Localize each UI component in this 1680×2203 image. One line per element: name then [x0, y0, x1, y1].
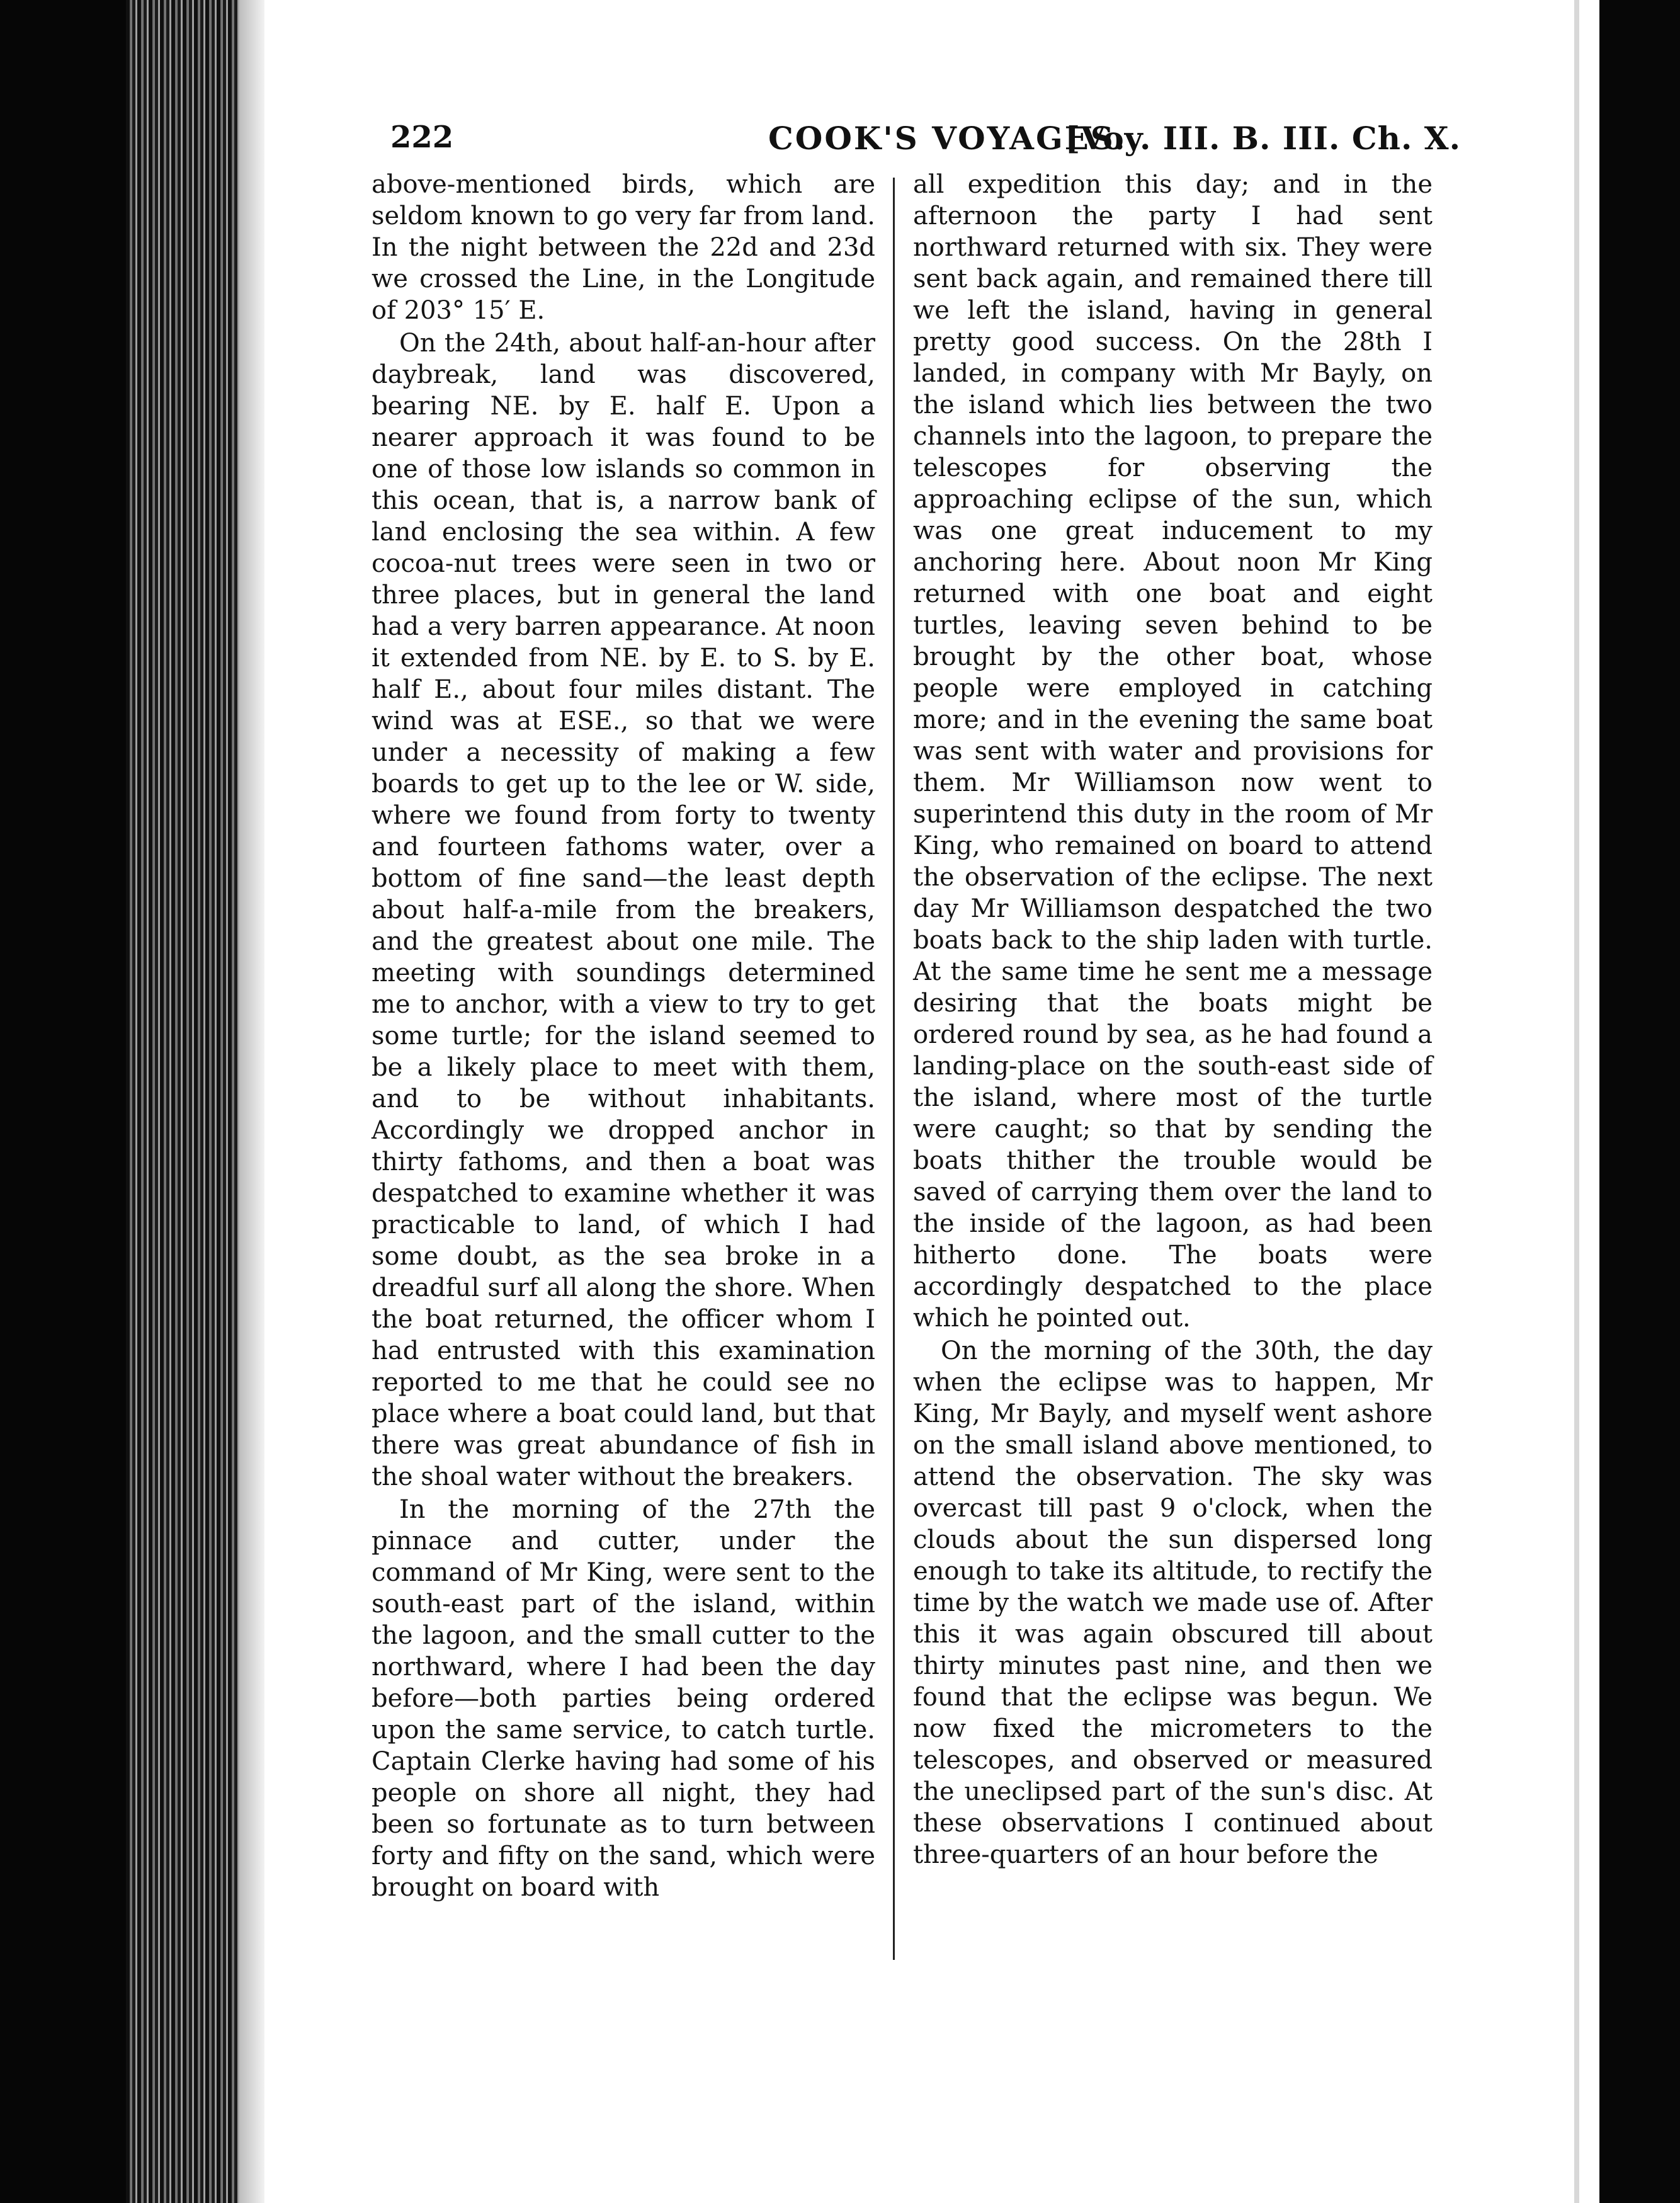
- left-column: [372, 169, 875, 1903]
- book-page-edges: [126, 0, 239, 2203]
- paragraph: On the 24th, about half-an-hour after daybreak, land was discovered, bearing NE. by E. half E. Upon a nearer approach it was found to be one of those low islands so common in this ocean, that is, a narrow bank of land enclosing the sea within. A few cocoa-nut trees were seen in two or three places, but in general the land had a very barren appearance. At noon it extended from NE. by E. to S. by E. half E., about four miles distant. The wind was at ESE., so that we were under a necessity of making a few boards to get up to the lee or W. side, where we found from forty to twenty and fourteen fathoms water, over a bottom of fine sand—the least depth about half-a-mile from the breakers, and the greatest about one mile. The meeting with soundings determined me to anchor, with a view to try to get some turtle; for the island seemed to be a likely place to meet with them, and to be without inhabitants. Accordingly we dropped anchor in thirty fathoms, and then a boat was despatched to examine whether it was practicable to land, of which I had some doubt, as the sea broke in a dreadful surf all along the shore. When the boat returned, the officer whom I had entrusted with this examination reported to me that he could see no place where a boat could land, but that there was great abundance of fish in the shoal water without the breakers.: [372, 329, 875, 1491]
- right-black-band: [1599, 0, 1680, 2203]
- running-head: [390, 120, 1461, 170]
- paragraph: all expedition this day; and in the afternoon the party I had sent northward returned with six. They were sent back again, and remained there till we left the island, having in general pretty good success. On the 28th I landed, in company with Mr Bayly, on the island which lies between the two channels into the lagoon, to prepare the telescopes for observing the approaching eclipse of the sun, which was one great inducement to my anchoring here. About noon Mr King returned with one boat and eight turtles, leaving seven behind to be brought by the other boat, whose people were employed in catching more; and in the evening the same boat was sent with water and provisions for them. Mr Williamson now went to superintend this duty in the room of Mr King, who remained on board to attend the observation of the eclipse. The next day Mr Williamson despatched the two boats back to the ship laden with turtle. At the same time he sent me a message desiring that the boats might be ordered round by sea, as he had found a landing-place on the south-east side of the island, where most of the turtle were caught; so that by sending the boats thither the trouble would be saved of carrying them over the land to the inside of the lagoon, as had been hitherto done. The boats were accordingly despatched to the place which he pointed out.: [913, 170, 1433, 1333]
- right-column: [913, 169, 1433, 1870]
- paragraph: In the morning of the 27th the pinnace and cutter, under the command of Mr King, were sent to the south-east part of the island, within the lagoon, and the small cutter to the northward, where I had been the day before—both parties being ordered upon the same service, to catch turtle. Captain Clerke having had some of his people on shore all night, they had been so fortunate as to turn between forty and fifty on the sand, which were brought on board with: [372, 1495, 875, 1902]
- right-page-edge: [1574, 0, 1579, 2203]
- paragraph: On the morning of the 30th, the day when the eclipse was to happen, Mr King, Mr Bayly, and myself went ashore on the small island above mentioned, to attend the observation. The sky was overcast till past 9 o'clock, when the clouds about the sun dispersed long enough to take its altitude, to rectify the time by the watch we made use of. After this it was again obscured till about thirty minutes past nine, and then we found that the eclipse was begun. We now fixed the micrometers to the telescopes, and observed or measured the uneclipsed part of the sun's disc. At these observations I continued about three-quarters of an hour before the: [913, 1336, 1433, 1869]
- page-number: 222: [390, 120, 454, 155]
- running-title: COOK'S VOYAGES.: [768, 120, 1127, 157]
- running-reference: [Voy. III. B. III. Ch. X.: [1065, 120, 1461, 157]
- column-rule: [893, 178, 895, 1960]
- scan-border-left: [0, 0, 126, 2203]
- paragraph: above-mentioned birds, which are seldom known to go very far from land. In the night between the 22d and 23d we crossed the Line, in the Longitude of 203° 15′ E.: [372, 170, 875, 325]
- book-gutter: [239, 0, 264, 2203]
- scan-border-right: [1574, 0, 1680, 2203]
